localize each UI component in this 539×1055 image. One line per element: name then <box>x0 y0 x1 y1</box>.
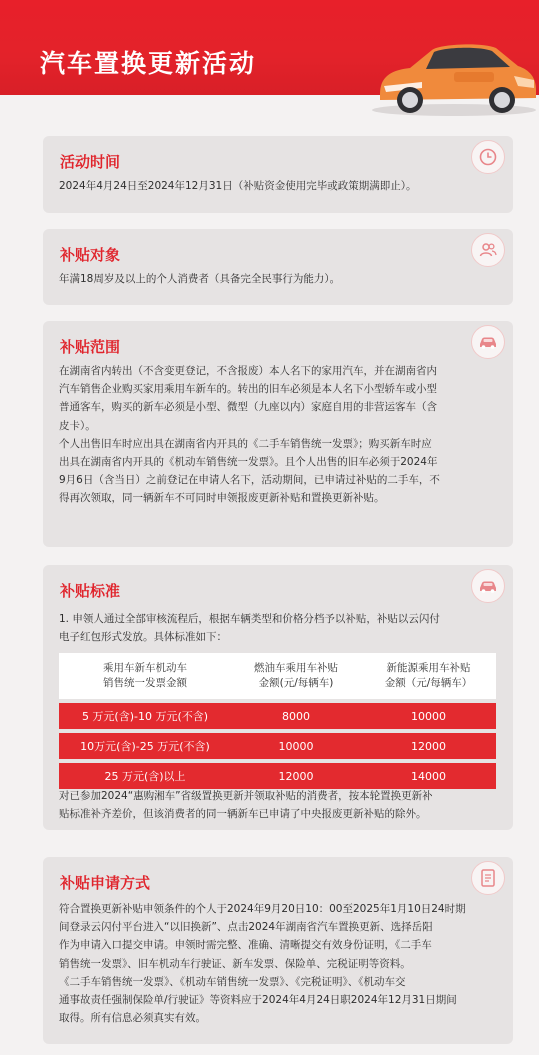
section-text: 年满18周岁及以上的个人消费者（具备完全民事行为能力）。 <box>59 273 341 285</box>
text-line: 汽车销售企业购买家用乘用车新车的。转出的旧车必须是本人名下小型轿车或小型 <box>59 383 437 396</box>
document-icon <box>471 861 505 895</box>
section-paragraph <box>59 900 497 1027</box>
section-title: 补贴对象 <box>60 246 121 264</box>
section-activity-time <box>43 136 513 213</box>
text-line: 9月6日（含当日）之前登记在申请人名下，活动期间，已申请过补贴的二手车，不 <box>59 474 440 487</box>
section-title: 补贴申请方式 <box>60 874 151 892</box>
subsidy-table <box>59 653 496 789</box>
table-cell: 14000 <box>411 769 446 783</box>
table-cell: 25 万元(含)以上 <box>104 770 186 783</box>
table-cell: 5 万元(含)-10 万元(不含) <box>81 710 209 723</box>
header-banner <box>0 0 539 112</box>
header-line: 乘用车新车机动车 <box>103 662 187 674</box>
text-line: 符合置换更新补贴申领条件的个人于2024年9月20日10：00至2025年1月10日24时期 <box>59 903 466 915</box>
clock-icon <box>471 140 505 174</box>
text-line: 贴标准补齐差价，但该消费者的同一辆新车已申请了中央报废更新补贴的除外。 <box>59 808 427 821</box>
section-title: 补贴范围 <box>60 338 121 356</box>
table-header-cell <box>231 661 361 691</box>
text-line: 间登录云闪付平台进入“以旧换新”、点击2024年湖南省汽车置换更新、选择岳阳 <box>59 921 433 934</box>
text-line: 取得。所有信息必须真实有效。 <box>59 1012 206 1025</box>
text-line: 在湖南省内转出（不含变更登记，不含报废）本人名下的家用汽车，并在湖南省内 <box>59 365 437 377</box>
section-title: 补贴标准 <box>60 582 121 600</box>
header-line: 金额(元/每辆车) <box>258 677 334 689</box>
table-row <box>59 763 496 789</box>
text-line: 《二手车销售统一发票》、《机动车销售统一发票》、《完税证明》、《机动车交 <box>59 975 406 988</box>
table-row <box>59 733 496 759</box>
page-title: 汽车置换更新活动 <box>40 49 257 78</box>
car-icon <box>471 569 505 603</box>
header-line: 燃油车乘用车补贴 <box>254 662 338 674</box>
text-line: 作为申请入口提交申请。申领时需完整、准确、清晰提交有效身份证明，《二手车 <box>59 939 432 952</box>
text-line: 通事故责任强制保险单/行驶证》等资料应于2024年4月24日职2024年12月31日期间 <box>59 994 457 1007</box>
section-subsidy-target <box>43 229 513 305</box>
table-cell: 10万元(含)-25 万元(不含) <box>80 740 210 753</box>
text-line: 皮卡）。 <box>59 419 96 432</box>
table-cell: 10000 <box>411 709 446 723</box>
section-application-method <box>43 857 513 1044</box>
text-line: 销售统一发票》、旧车机动车行驶证、新车发票、保险单、完税证明等资料。 <box>59 957 411 970</box>
section-intro <box>59 610 497 646</box>
text-line: 普通客车，购买的新车必须是小型、微型（九座以内）家庭自用的非营运客车（含 <box>59 401 437 414</box>
people-icon <box>471 233 505 267</box>
car-icon <box>471 325 505 359</box>
table-header-cell <box>361 661 496 691</box>
text-line: 出具在湖南省内开具的《机动车销售统一发票》。且个人出售的旧车必须于2024年 <box>59 456 438 469</box>
orange-car-image <box>362 36 539 116</box>
section-subsidy-standard <box>43 565 513 830</box>
table-header-cell <box>59 661 231 691</box>
text-line: 得再次领取，同一辆新车不可同时申领报废更新补贴和置换更新补贴。 <box>59 492 385 505</box>
text-line: 1. 申领人通过全部审核流程后，根据车辆类型和价格分档予以补贴，补贴以云闪付 <box>59 613 440 625</box>
table-cell: 12000 <box>411 739 446 753</box>
table-cell: 8000 <box>282 709 310 723</box>
table-cell: 10000 <box>278 739 314 753</box>
table-header <box>59 653 496 699</box>
section-title: 活动时间 <box>60 153 121 171</box>
section-outro <box>59 787 497 823</box>
header-line: 新能源乘用车补贴 <box>386 662 471 674</box>
table-cell: 12000 <box>278 769 314 783</box>
table-row <box>59 703 496 729</box>
section-text: 2024年4月24日至2024年12月31日（补贴资金使用完毕或政策期满即止）。 <box>59 180 417 192</box>
text-line: 电子红包形式发放。具体标准如下： <box>59 631 227 644</box>
text-line: 对已参加2024“惠购湘车”省级置换更新并领取补贴的消费者，按本轮置换更新补 <box>59 790 433 802</box>
section-subsidy-scope <box>43 321 513 547</box>
header-line: 销售统一发票金额 <box>103 677 187 689</box>
text-line: 个人出售旧车时应出具在湖南省内开具的《二手车销售统一发票》；购买新车时应 <box>59 437 432 450</box>
section-paragraph <box>59 362 497 508</box>
header-line: 金额（元/每辆车） <box>384 677 473 689</box>
